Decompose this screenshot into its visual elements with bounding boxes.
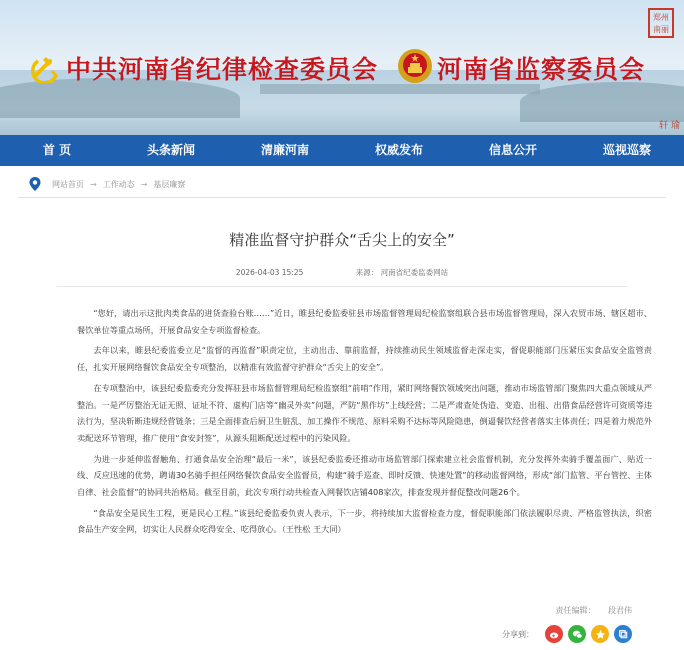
breadcrumb-work-news-link[interactable]: 工作动态	[102, 179, 135, 189]
national-emblem-icon	[397, 48, 433, 84]
site-title-party: 中共河南省纪律检查委员会	[66, 55, 379, 84]
banner-background-hill	[520, 82, 684, 122]
nav-item-official-releases[interactable]: 权威发布	[374, 143, 423, 157]
nav-item-clean-henan[interactable]: 清廉河南	[260, 143, 309, 157]
article-title: 精准监督守护群众“舌尖上的安全”	[229, 231, 455, 249]
breadcrumb-grassroots-link[interactable]: 基层廉察	[153, 179, 186, 189]
breadcrumb-separator: →	[140, 179, 148, 189]
breadcrumb-separator: →	[90, 179, 97, 189]
site-banner	[0, 0, 684, 135]
article-body	[77, 305, 652, 542]
nav-item-inspection[interactable]: 巡视巡察	[602, 143, 651, 157]
breadcrumb-divider	[18, 197, 666, 198]
nav-item-info-disclosure[interactable]: 信息公开	[488, 143, 537, 157]
editor-name: 段君伟	[608, 606, 632, 615]
share-label: 分享到：	[502, 629, 534, 639]
copy-link-icon[interactable]	[614, 625, 632, 643]
article-editor	[555, 605, 632, 616]
article-meta	[0, 267, 684, 278]
weibo-icon[interactable]	[545, 625, 563, 643]
seal-stamp: 郑州 南丽	[648, 8, 674, 38]
site-title-state: 河南省监察委员会	[437, 55, 646, 84]
qzone-icon[interactable]	[591, 625, 609, 643]
party-emblem-icon	[30, 51, 62, 83]
nav-item-headlines[interactable]: 头条新闻	[146, 143, 195, 157]
location-pin-icon	[28, 176, 42, 192]
article-source: 河南省纪委监委网站	[380, 268, 449, 277]
article-paragraph: “食品安全是民生工程，更是民心工程。”该县纪委监委负责人表示，下一步，将持续加大监督检查力度，督促职能部门依法履职尽责、严格监管执法，织密食品生产安全网，切实让人民群众吃得安全、吃得放心。（王性松 王大同）	[77, 507, 652, 535]
nav-item-home[interactable]: 首 页	[42, 143, 72, 157]
main-nav	[0, 135, 684, 166]
article-paragraph: 去年以来，睢县纪委监委立足“监督的再监督”职责定位，主动出击、靠前监督，持续推动民生领域监督走深走实，督促职能部门压紧压实食品安全监管责任，扎实开展网络餐饮食品安全专项整治，以精准有效监督守护群众“舌尖上的安全”。	[77, 345, 652, 373]
share-bar	[502, 625, 632, 643]
breadcrumb	[28, 176, 185, 192]
banner-signature: 轩 瑜	[659, 121, 680, 131]
breadcrumb-home-link[interactable]: 网站首页	[52, 179, 84, 189]
meta-divider	[57, 286, 627, 287]
article-paragraph: “您好，请出示这批肉类食品的进货查验台账……”近日，睢县纪委监委驻县市场监督管理局纪检监察组联合县市场监督管理局，深入农贸市场、辖区超市、餐饮单位等重点场所，开展食品安全专项监督检查。	[77, 308, 652, 335]
article-paragraph: 在专项整治中，该县纪委监委充分发挥驻县市场监督管理局纪检监察组“前哨”作用，紧盯网络餐饮领域突出问题，推动市场监管部门聚焦四大重点领域从严整治。一是严厉整治无证无照、证址不符、虚构门店等“幽灵外卖”问题，严防“黑作坊”上线经营；二是严肃查处伪造、变造、出租、出借食品经营许可资质等违法行为，坚决斩断违规经营链条；三是全面排查后厨卫生脏乱、加工操作不规范、原料采购不达标等风险隐患，倒逼餐饮经营者落实主体责任；四是着力规范外卖配送环节管理，推广使用“食安封签”，从源头阻断配送过程中的污染风险。	[77, 382, 652, 443]
wechat-icon[interactable]	[568, 625, 586, 643]
article-date: 2026-04-03 15:25	[235, 268, 304, 277]
editor-label: 责任编辑：	[555, 606, 596, 615]
article-source-label: 来源：	[355, 268, 379, 277]
article-paragraph: 为进一步延伸监督触角、打通食品安全治理“最后一米”，该县纪委监委还推动市场监管部门探索建立社会监督机制，充分发挥外卖骑手覆盖面广、贴近一线、反应迅速的优势，聘请30名骑手担任网络餐饮食品安全监督员，构建“骑手巡查、即时反馈、快速处置”的移动监督网络，形成“部门监管、平台管控、主体自律、社会监督”的协同共治格局。截至目前，此次专项行动共检查入网餐饮店铺408家次，排查发现并督促整改问题26个。	[77, 453, 652, 498]
